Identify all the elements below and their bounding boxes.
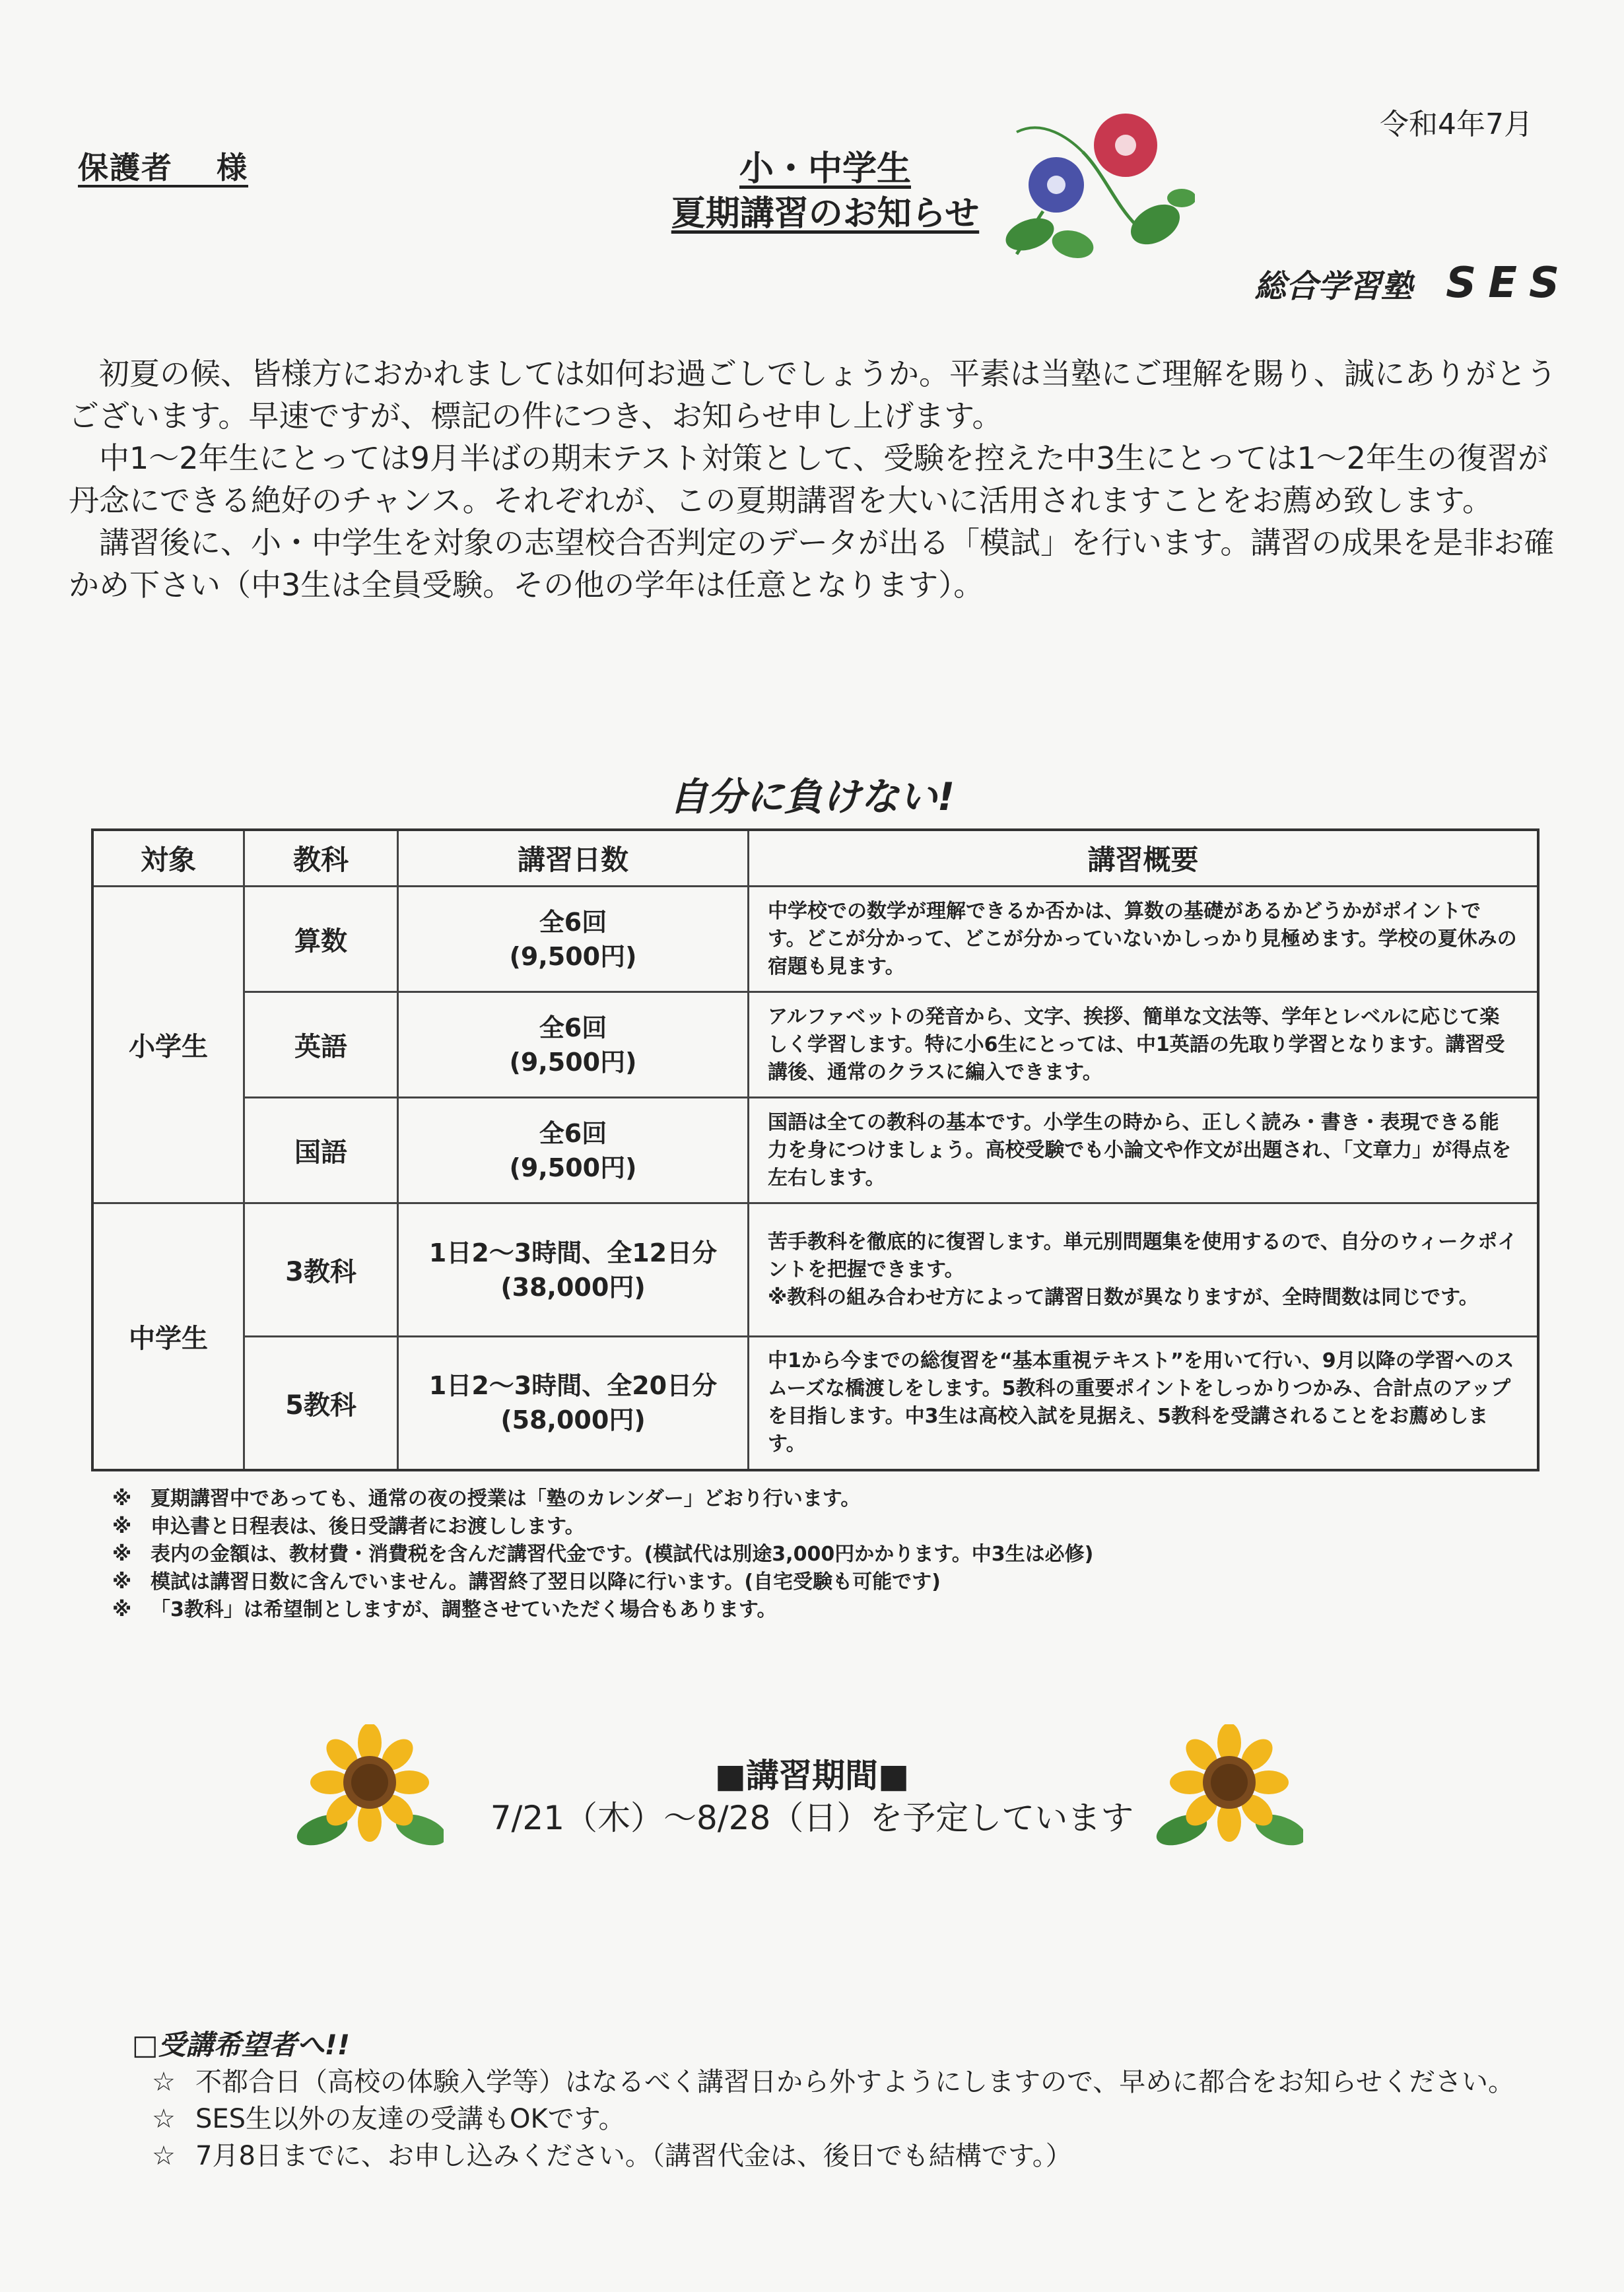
header-target: 対象	[92, 830, 244, 887]
organization	[1254, 259, 1571, 308]
slogan: 自分に負けない!	[669, 774, 955, 819]
course-table	[91, 828, 1539, 1471]
table-row	[92, 1098, 1538, 1203]
header-days: 講習日数	[398, 830, 749, 887]
table-row	[92, 1203, 1538, 1337]
summary-cell: 中1から今までの総復習を“基本重視テキスト”を用いて行い、9月以降の学習へのスムーズな橋渡しをします。5教科の重要ポイントをしっかりつかみ、合計点のアップを目指します。中3生は高校入試を見据え、5教科を受講されることをお薦めします。	[749, 1337, 1539, 1470]
subject-cell: 3教科	[244, 1203, 398, 1337]
star-icon: ☆	[152, 2067, 176, 2097]
summary-cell: 苦手教科を徹底的に復習します。単元別問題集を使用するので、自分のウィークポイントを把握できます。 ※教科の組み合わせ方によって講習日数が異なりますが、全時間数は同じです。	[749, 1203, 1539, 1337]
header-summary: 講習概要	[749, 830, 1539, 887]
list-item: ☆ SES生以外の友達の受講もOKです。	[132, 2101, 1514, 2138]
header-subject: 教科	[244, 830, 398, 887]
note-item: ※ 「3教科」は希望制としますが、調整させていただく場合もあります。	[112, 1598, 777, 1621]
list-item: ☆ 不都合日（高校の体験入学等）はなるべく講習日から外すようにしますので、早めに都合をお知らせください。	[132, 2064, 1514, 2101]
organization-brand: SES	[1446, 259, 1572, 308]
target-junior-high: 中学生	[92, 1203, 244, 1470]
note-item: ※ 表内の金額は、教材費・消費税を含んだ講習代金です。(模試代は別途3,000円かかります。中3生は必修)	[112, 1543, 1094, 1566]
star-icon: ☆	[152, 2104, 176, 2134]
note-item: ※ 申込書と日程表は、後日受講者にお渡しします。	[112, 1515, 585, 1538]
body-paragraph-1: 初夏の候、皆様方におかれましては如何お過ごしでしょうか。平素は当塾にご理解を賜り、誠にありがとうございます。早速ですが、標記の件につき、お知らせ申し上げます。	[69, 356, 1557, 434]
table-row	[92, 1337, 1538, 1470]
table-header-row	[92, 830, 1538, 887]
subject-cell: 国語	[244, 1098, 398, 1203]
applicant-notes	[132, 2027, 1514, 2174]
target-elementary: 小学生	[92, 887, 244, 1203]
period-title: ■講習期間■	[714, 1757, 910, 1795]
notes-list	[112, 1485, 1093, 1624]
title-line-1: 小・中学生	[739, 149, 911, 189]
table-row	[92, 992, 1538, 1098]
summary-cell: 中学校での数学が理解できるか否かは、算数の基礎があるかどうかがポイントです。どこが分かって、どこが分かっていないかしっかり見極めます。学校の夏休みの宿題も見ます。	[749, 887, 1539, 992]
morning-glory-illustration	[1003, 112, 1195, 264]
document-title	[594, 147, 1056, 236]
summary-cell: アルファベットの発音から、文字、挨拶、簡単な文法等、学年とレベルに応じて楽しく学習します。特に小6生にとっては、中1英語の先取り学習となります。講習受講後、通常のクラスに編入できます。	[749, 992, 1539, 1098]
organization-name: 総合学習塾	[1254, 268, 1413, 305]
days-cell: 全6回 (9,500円)	[398, 992, 749, 1098]
body-paragraph-2: 中1～2年生にとっては9月半ばの期末テスト対策として、受験を控えた中3生にとっては1～2年生の復習が丹念にできる絶好のチャンス。それぞれが、この夏期講習を大いに活用されますことをお薦め致します。	[69, 440, 1548, 518]
addressee: 保護者 様	[78, 150, 249, 185]
document-date: 令和4年7月	[1380, 108, 1533, 141]
period-text: 7/21（木）～8/28（日）を予定しています	[490, 1799, 1134, 1837]
days-cell: 1日2～3時間、全12日分 (38,000円)	[398, 1203, 749, 1337]
greeting-body	[69, 353, 1561, 606]
table-row	[92, 887, 1538, 992]
title-line-2: 夏期講習のお知らせ	[671, 194, 980, 234]
subject-cell: 英語	[244, 992, 398, 1098]
days-cell: 1日2～3時間、全20日分 (58,000円)	[398, 1337, 749, 1470]
note-item: ※ 模試は講習日数に含んでいません。講習終了翌日以降に行います。(自宅受験も可能です)	[112, 1570, 941, 1594]
days-cell: 全6回 (9,500円)	[398, 887, 749, 992]
subject-cell: 算数	[244, 887, 398, 992]
summary-cell: 国語は全ての教科の基本です。小学生の時から、正しく読み・書き・表現できる能力を身につけましょう。高校受験でも小論文や作文が出題され、「文章力」が得点を左右します。	[749, 1098, 1539, 1203]
note-item: ※ 夏期講習中であっても、通常の夜の授業は「塾のカレンダー」どおり行います。	[112, 1487, 861, 1510]
days-cell: 全6回 (9,500円)	[398, 1098, 749, 1203]
star-icon: ☆	[152, 2141, 176, 2171]
subject-cell: 5教科	[244, 1337, 398, 1470]
list-item: ☆ 7月8日までに、お申し込みください。（講習代金は、後日でも結構です。）	[132, 2138, 1514, 2174]
body-paragraph-3: 講習後に、小・中学生を対象の志望校合否判定のデータが出る「模試」を行います。講習の成果を是非お確かめ下さい（中3生は全員受験。その他の学年は任意となります）。	[69, 525, 1555, 603]
applicant-heading: □受講希望者へ!!	[132, 2029, 350, 2061]
